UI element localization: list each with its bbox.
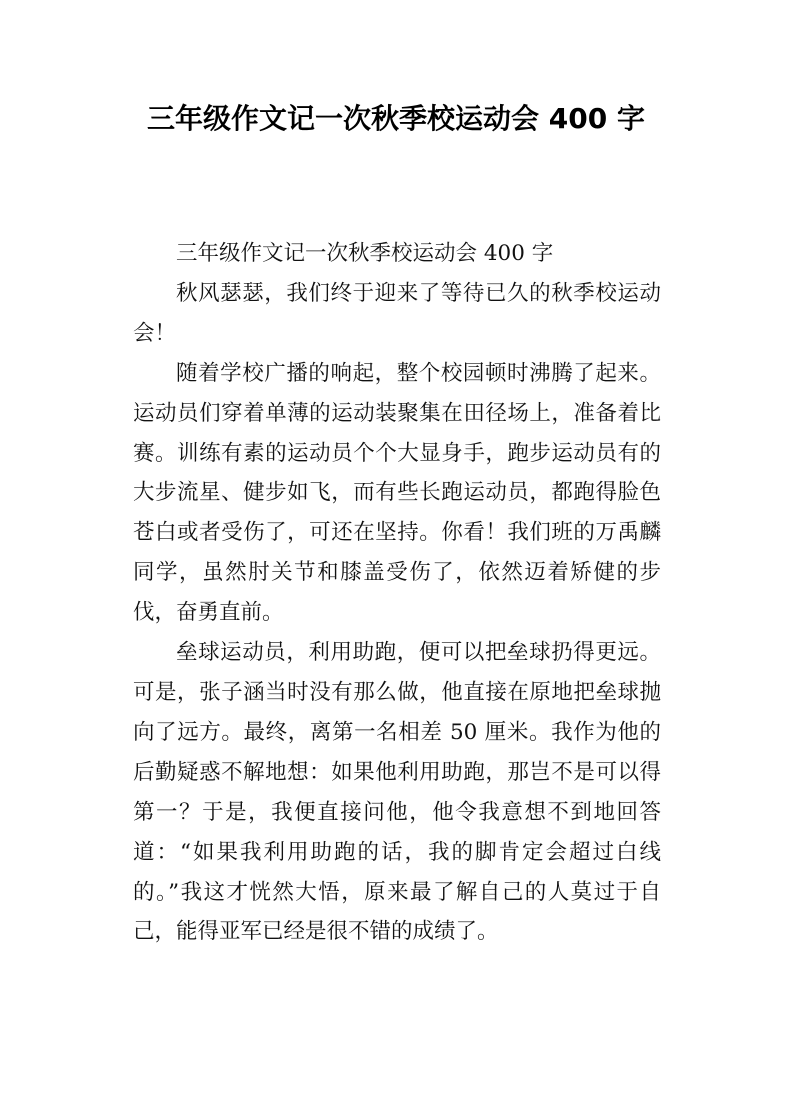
paragraph: 秋风瑟瑟，我们终于迎来了等待已久的秋季校运动会！ xyxy=(133,280,661,346)
paragraph: 垒球运动员，利用助跑，便可以把垒球扔得更远。可是，张子涵当时没有那么做，他直接在原地把垒球抛向了远方。最终，离第一名相差 50 厘米。我作为他的后勤疑惑不解地想：如果他利用助跑，那岂不是可以得第一？于是，我便直接问他，他令我意想不到地回答道：“如果我利用助跑的话，我的脚肯定会超过白线的。”我这才恍然大悟，原来最了解自己的人莫过于自己，能得亚军已经是很不错的成绩了。 xyxy=(133,640,661,945)
document-body xyxy=(133,234,661,952)
document-title: 三年级作文记一次秋季校运动会 400 字 xyxy=(147,102,645,135)
paragraph: 随着学校广播的响起，整个校园顿时沸腾了起来。运动员们穿着单薄的运动装聚集在田径场上，准备着比赛。训练有素的运动员个个大显身手，跑步运动员有的大步流星、健步如飞，而有些长跑运动员，都跑得脸色苍白或者受伤了，可还在坚持。你看！我们班的万禹麟同学，虽然肘关节和膝盖受伤了，依然迈着矫健的步伐，奋勇直前。 xyxy=(133,360,661,626)
paragraph: 三年级作文记一次秋季校运动会 400 字 xyxy=(176,241,554,266)
